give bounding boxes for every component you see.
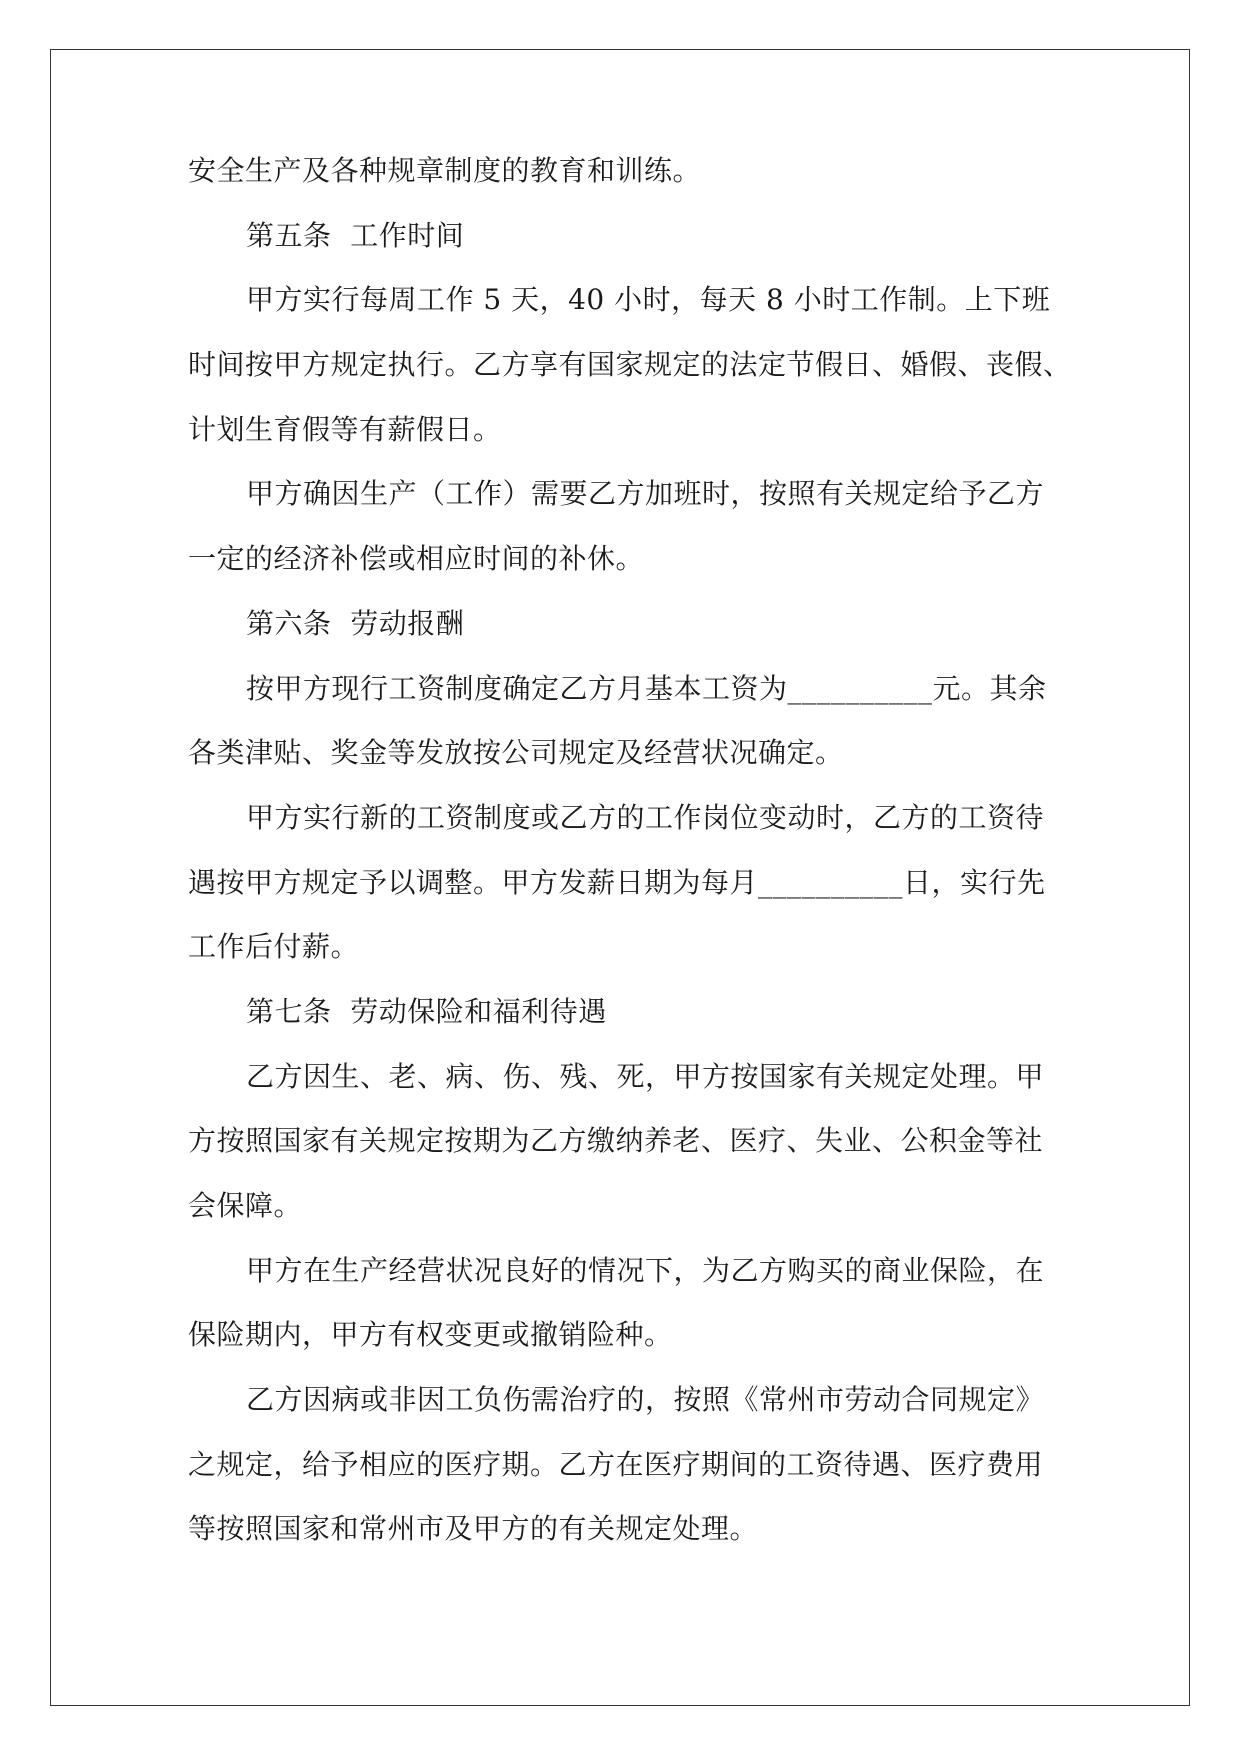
- section-heading-7: 第七条 劳动保险和福利待遇: [246, 994, 607, 1028]
- text-line: 乙方因生、老、病、伤、残、死，甲方按国家有关规定处理。甲: [246, 1059, 1045, 1093]
- document-body: [188, 154, 1072, 1578]
- text-line: 甲方实行新的工资制度或乙方的工作岗位变动时，乙方的工资待: [246, 800, 1045, 834]
- text-line: 保险期内，甲方有权变更或撤销险种。: [188, 1318, 673, 1352]
- text-line: 乙方因病或非因工负伤需治疗的，按照《常州市劳动合同规定》: [246, 1383, 1045, 1417]
- text-line: 时间按甲方规定执行。乙方享有国家规定的法定节假日、婚假、丧假、: [188, 348, 1072, 382]
- text-line: 方按照国家有关规定按期为乙方缴纳养老、医疗、失业、公积金等社: [188, 1124, 1044, 1158]
- text-line: 按甲方现行工资制度确定乙方月基本工资为__________元。其余: [246, 671, 1047, 705]
- text-line: 一定的经济补偿或相应时间的补休。: [188, 542, 645, 576]
- text-line: 工作后付薪。: [188, 930, 360, 964]
- text-line: 之规定，给予相应的医疗期。乙方在医疗期间的工资待遇、医疗费用: [188, 1447, 1044, 1481]
- text-line: 遇按甲方规定予以调整。甲方发薪日期为每月__________日，实行先: [188, 865, 1046, 899]
- text-line: 计划生育假等有薪假日。: [188, 412, 502, 446]
- text-line: 安全生产及各种规章制度的教育和训练。: [188, 154, 702, 187]
- text-line: 各类津贴、奖金等发放按公司规定及经营状况确定。: [188, 736, 844, 770]
- section-heading-6: 第六条 劳动报酬: [246, 606, 465, 640]
- text-line: 甲方实行每周工作 5 天，40 小时，每天 8 小时工作制。上下班: [246, 283, 1051, 317]
- text-line: 等按照国家和常州市及甲方的有关规定处理。: [188, 1512, 759, 1546]
- text-line: 会保障。: [188, 1189, 303, 1222]
- section-heading-5: 第五条 工作时间: [246, 218, 465, 252]
- text-line: 甲方在生产经营状况良好的情况下，为乙方购买的商业保险，在: [246, 1253, 1045, 1287]
- text-line: 甲方确因生产（工作）需要乙方加班时，按照有关规定给予乙方: [246, 477, 1045, 511]
